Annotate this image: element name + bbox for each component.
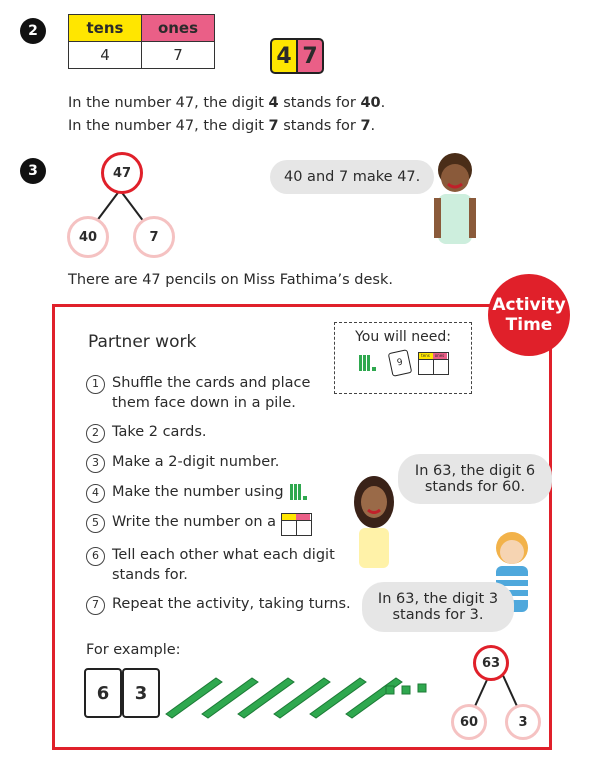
base-ten-icon (358, 353, 382, 373)
tens-tile: 4 (270, 38, 298, 74)
step-5: 5 Write the number on a (86, 513, 336, 536)
part-left-circle-60: 60 (451, 704, 487, 740)
ones-tile: 7 (298, 38, 324, 74)
tens-header: tens (69, 15, 142, 42)
base-ten-blocks (160, 664, 440, 724)
step-4: 4 Make the number using (86, 483, 336, 503)
speech-bubble-digit-6: In 63, the digit 6 stands for 60. (398, 454, 552, 504)
place-value-table (68, 14, 215, 69)
section-2-number: 2 (20, 18, 46, 44)
step-7: 7 Repeat the activity, taking turns. (86, 595, 356, 615)
speech-bubble-digit-3: In 63, the digit 3 stands for 3. (362, 582, 514, 632)
for-example-label: For example: (86, 642, 181, 658)
digit-sentence-1: In the number 47, the digit 4 stands for 40. (68, 95, 386, 111)
ones-header: ones (142, 15, 215, 42)
ones-value: 7 (142, 42, 215, 69)
boy-illustration (420, 150, 490, 250)
card-tens: 6 (84, 668, 122, 718)
step-2: 2 Take 2 cards. (86, 423, 336, 443)
digit-card-icon: 9 (387, 349, 412, 377)
step-1: 1 Shuffle the cards and place them face down in a pile. (86, 374, 336, 413)
pencils-caption: There are 47 pencils on Miss Fathima’s desk. (68, 272, 393, 288)
step-6: 6 Tell each other what each digit stands for. (86, 546, 336, 585)
steps-list (86, 374, 351, 615)
part-right-circle: 7 (133, 216, 175, 258)
tens-value: 4 (69, 42, 142, 69)
speech-bubble-47: 40 and 7 make 47. (270, 160, 434, 194)
section-3-number: 3 (20, 158, 46, 184)
mini-place-value-icon: tens ones (418, 352, 449, 375)
whole-circle-63: 63 (473, 645, 509, 681)
part-right-circle-3: 3 (505, 704, 541, 740)
part-left-circle: 40 (67, 216, 109, 258)
activity-time-badge: Activity Time (488, 274, 570, 356)
digit-tiles (270, 38, 324, 74)
whole-circle: 47 (101, 152, 143, 194)
step-3: 3 Make a 2-digit number. (86, 453, 336, 473)
you-will-need-box (334, 322, 472, 394)
partner-work-title: Partner work (88, 332, 197, 352)
girl-illustration (350, 472, 400, 572)
mini-place-value-inline-icon (281, 513, 312, 536)
card-ones: 3 (122, 668, 160, 718)
you-will-need-label: You will need: (355, 329, 451, 345)
digit-sentence-2: In the number 47, the digit 7 stands for 7. (68, 118, 376, 134)
base-ten-inline-icon (289, 483, 311, 501)
